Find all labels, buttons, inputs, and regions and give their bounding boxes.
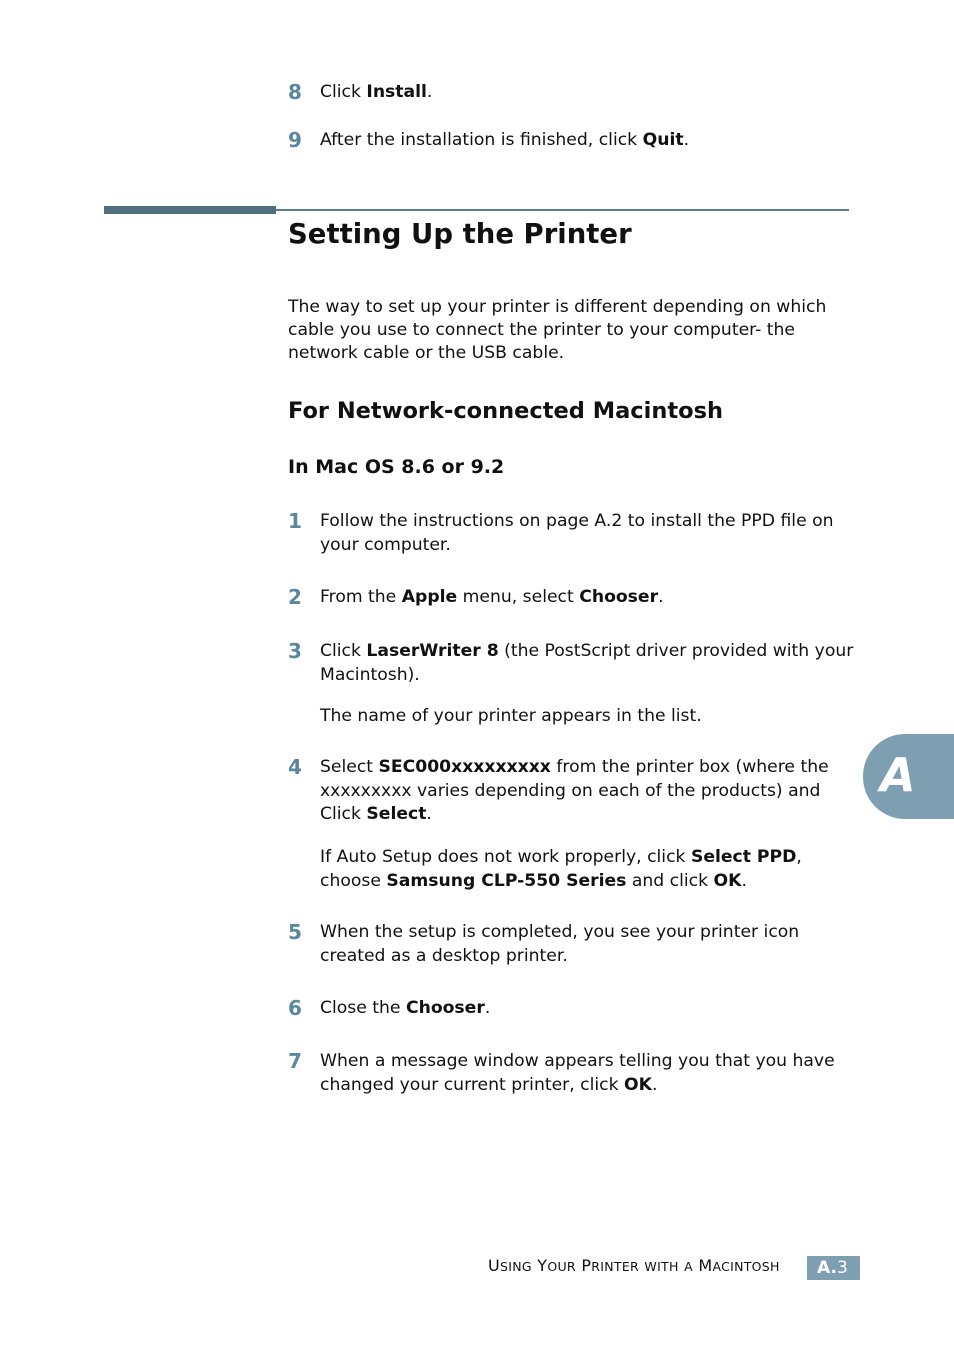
text-run: (the PostScript driver provided with your Macintosh). <box>320 641 854 685</box>
step-text <box>320 756 860 827</box>
text-run: Click <box>320 641 367 661</box>
step-number: 6 <box>288 996 302 1020</box>
bold-term: Chooser <box>405 998 485 1018</box>
footer-smallcaps: OUR <box>547 1259 576 1274</box>
footer-smallcaps: RINTER <box>591 1259 640 1274</box>
bold-term: SEC000xxxxxxxxx <box>378 757 551 777</box>
text-run: . <box>484 998 491 1018</box>
bold-term: Select PPD <box>690 847 797 867</box>
footer-smallcaps: ACINTOSH <box>712 1259 780 1274</box>
bold-term: LaserWriter 8 <box>366 641 499 661</box>
text-run: Follow the instructions on page A.2 to install the PPD file on your computer. <box>320 511 834 555</box>
footer-smallcaps: SING <box>500 1259 532 1274</box>
bold-term: Apple <box>401 587 458 607</box>
text-run: From the <box>320 587 402 607</box>
bold-term: Select <box>366 804 427 824</box>
step-note <box>320 846 860 893</box>
text-run: . <box>426 804 432 824</box>
text-run: After the installation is finished, click <box>320 130 643 150</box>
text-run: menu, select <box>457 587 580 607</box>
footer-cap: Y <box>537 1256 548 1275</box>
step-text <box>320 81 860 105</box>
step-number: 1 <box>288 509 302 533</box>
subsubsection-title: In Mac OS 8.6 or 9.2 <box>288 456 505 478</box>
text-run: Click <box>320 82 367 102</box>
footer-cap: M <box>698 1256 713 1275</box>
subsection-title: For Network-connected Macintosh <box>288 398 723 424</box>
step-text <box>320 586 860 610</box>
section-rule-thick <box>104 206 276 214</box>
bold-term: Install <box>366 82 427 102</box>
step-number: 9 <box>288 128 302 152</box>
step-text <box>320 510 860 557</box>
text-run: The name of your printer appears in the list. <box>320 706 702 726</box>
step-text <box>320 640 860 687</box>
section-rule-thin <box>276 209 849 211</box>
section-title: Setting Up the Printer <box>288 218 632 250</box>
step-note <box>320 705 860 729</box>
step-text <box>320 921 860 968</box>
footer-smallcaps: A <box>684 1259 693 1274</box>
step-number: 2 <box>288 585 302 609</box>
chapter-tab-letter: A <box>880 748 916 802</box>
page-prefix: A. <box>817 1258 837 1278</box>
bold-term: Quit <box>642 130 684 150</box>
footer-cap: U <box>488 1256 501 1275</box>
intro-paragraph: The way to set up your printer is different depending on which cable you use to connect the printer to your computer- the network cable or the USB cable. <box>288 297 827 363</box>
step-text <box>320 1050 860 1097</box>
step-number: 8 <box>288 80 302 104</box>
text-run: . <box>651 1074 658 1095</box>
bold-term: Samsung CLP-550 Series <box>386 870 627 891</box>
text-run: . <box>658 587 664 607</box>
footer-running-title <box>488 1256 780 1275</box>
text-run: and click <box>626 870 714 891</box>
text-run: Close the <box>320 998 406 1018</box>
page-number-badge <box>807 1256 860 1280</box>
bold-term: OK <box>713 870 742 891</box>
text-run: Select <box>320 757 379 777</box>
bold-term: OK <box>624 1074 652 1095</box>
text-run: . <box>426 82 433 102</box>
step-text <box>320 997 860 1021</box>
step-number: 3 <box>288 639 302 663</box>
text-run: , choose <box>320 847 802 891</box>
text-run: from the printer box (where the xxxxxxxxx varies depending on each of the products) and Click <box>320 757 829 824</box>
step-text <box>320 129 860 153</box>
step-number: 5 <box>288 920 302 944</box>
step-number: 4 <box>288 755 302 779</box>
step-number: 7 <box>288 1049 302 1073</box>
text-run: . <box>683 130 690 150</box>
page-number: 3 <box>836 1258 848 1278</box>
bold-term: Chooser <box>579 587 659 607</box>
footer-cap: P <box>581 1256 592 1275</box>
text-run: When the setup is completed, you see your printer icon created as a desktop printer. <box>320 922 800 966</box>
text-run: . <box>741 870 747 891</box>
text-run: If Auto Setup does not work properly, click <box>320 847 691 867</box>
footer-smallcaps: WITH <box>644 1259 679 1274</box>
text-run: When a message window appears telling you that you have changed your current printer, click <box>320 1051 835 1095</box>
